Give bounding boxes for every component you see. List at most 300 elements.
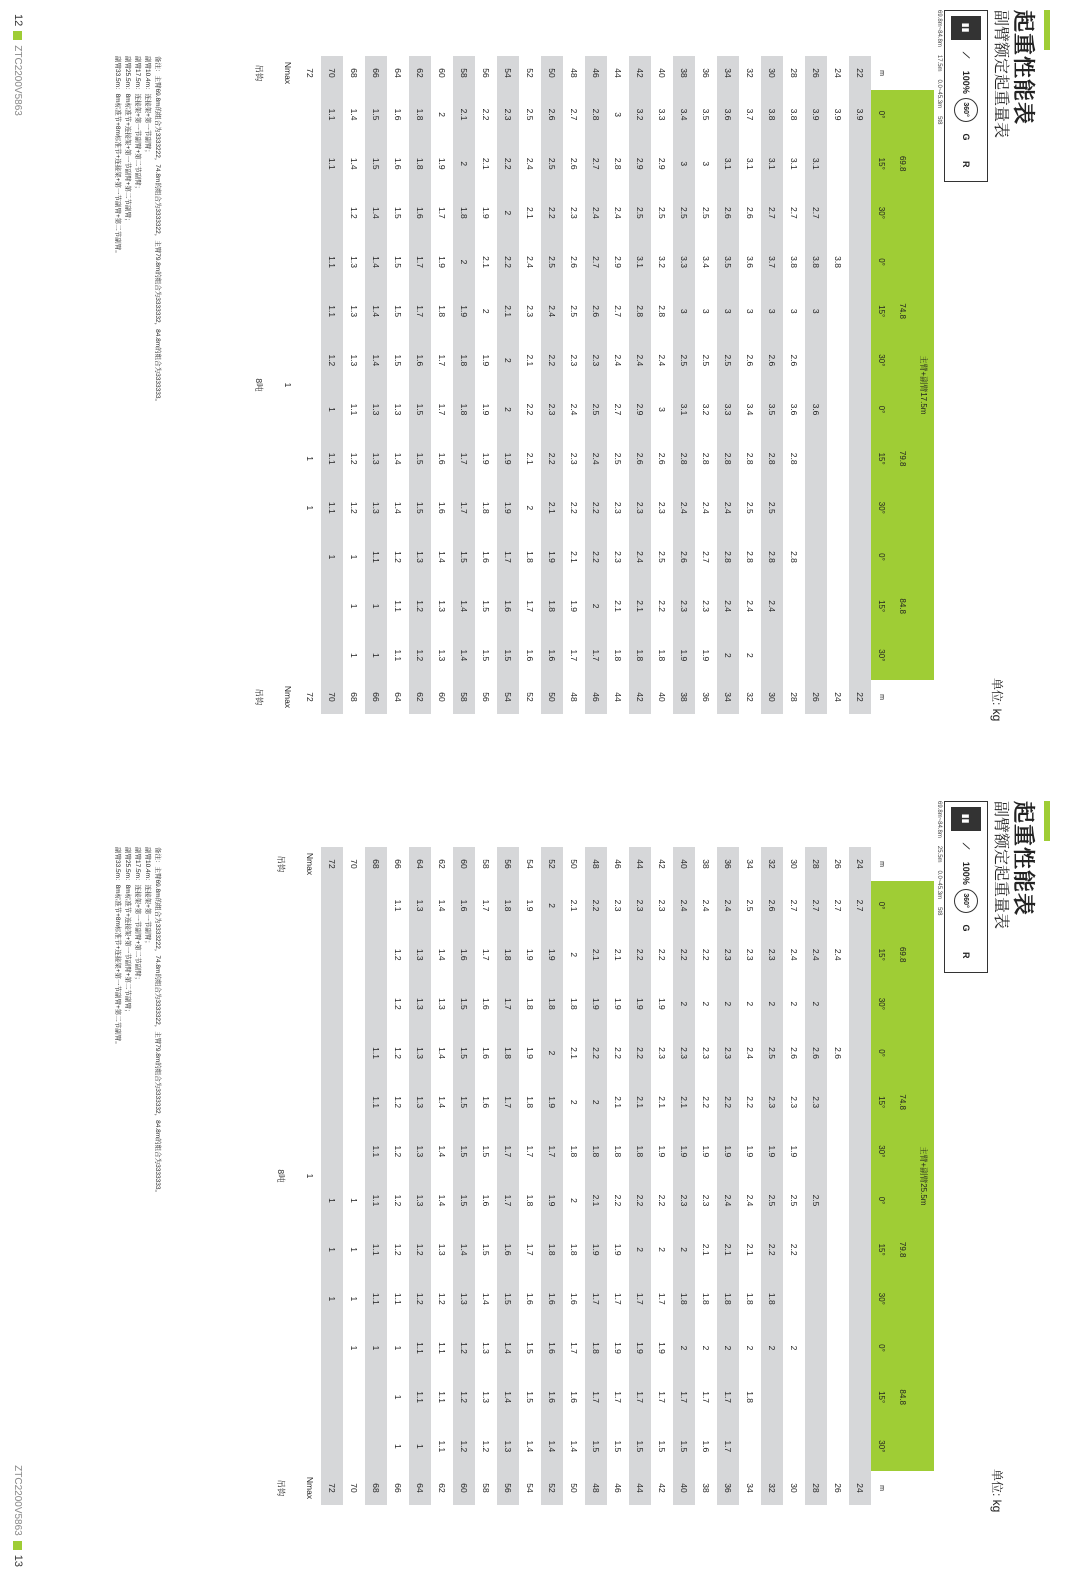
load-cell: 2.5 <box>657 206 667 219</box>
load-cell: 2.3 <box>789 1096 799 1109</box>
load-cell <box>299 237 321 286</box>
load-cell: 1.1 <box>321 287 343 336</box>
table-row <box>717 847 739 1505</box>
radius-cell: 50 <box>541 56 563 90</box>
load-cell: 1.5 <box>453 1176 475 1225</box>
load-cell <box>343 1028 365 1077</box>
load-cell: 3.4 <box>701 256 711 268</box>
load-cell <box>321 1127 343 1176</box>
load-cell: 1.9 <box>497 483 519 532</box>
load-cell: 3.1 <box>673 385 695 434</box>
spec-row <box>936 801 942 915</box>
load-cell: 2.4 <box>717 582 739 631</box>
table-row <box>783 56 805 714</box>
load-cell: 2.7 <box>613 403 623 416</box>
load-cell: 1.4 <box>437 1047 447 1059</box>
load-cell <box>827 336 849 385</box>
load-cell: 3.2 <box>657 256 667 268</box>
load-cell: 2.2 <box>497 139 519 188</box>
load-cell: 1.3 <box>453 1274 475 1323</box>
load-cell: 2.2 <box>541 188 563 237</box>
radius-cell: 54 <box>525 859 535 869</box>
radius-cell: 68 <box>365 1471 387 1505</box>
load-cell: 3.6 <box>717 90 739 139</box>
load-cell <box>321 930 343 979</box>
load-cell <box>849 1078 871 1127</box>
load-cell: 1.1 <box>365 1274 387 1323</box>
hook-row <box>263 847 299 1505</box>
hook-block-icon: G <box>961 133 971 141</box>
load-cell: 2.2 <box>585 1028 607 1077</box>
boom-length-header: 69.8 <box>892 90 913 237</box>
load-cell: 3.3 <box>673 237 695 286</box>
load-cell: 2 <box>789 1001 799 1007</box>
load-cell: 1.1 <box>365 1127 387 1176</box>
load-cell: 1.8 <box>629 1127 651 1176</box>
load-cell: 2.2 <box>569 501 579 514</box>
load-cell: 1.4 <box>393 501 403 514</box>
load-cell: 2.2 <box>585 483 607 532</box>
load-cell: 1.3 <box>409 881 431 930</box>
load-cell: 1.7 <box>525 1145 535 1158</box>
load-cell: 1.5 <box>673 1422 695 1471</box>
load-cell: 1.6 <box>481 1096 491 1109</box>
load-cell: 1.3 <box>365 434 387 483</box>
load-cell <box>805 1274 827 1323</box>
radius-cell: 66 <box>365 680 387 714</box>
angle-header: 0° <box>871 90 892 139</box>
load-cell: 1.5 <box>453 1078 475 1127</box>
load-cell: 2.2 <box>525 403 535 416</box>
load-cell: 1.7 <box>453 483 475 532</box>
radius-cell: 34 <box>717 680 739 714</box>
table-row <box>343 847 365 1505</box>
radius-cell: 52 <box>525 692 535 702</box>
radius-cell: 72 <box>321 847 343 881</box>
header-blank <box>892 847 913 881</box>
load-cell: 1 <box>305 505 315 511</box>
load-cell: 1.9 <box>701 1145 711 1158</box>
radius-cell: 54 <box>525 1483 535 1493</box>
load-chart-table <box>263 847 934 1505</box>
radius-cell: 50 <box>569 1483 579 1493</box>
load-cell: 2 <box>789 1345 799 1351</box>
load-cell: 3.6 <box>745 256 755 268</box>
load-cell: 2.1 <box>525 206 535 219</box>
radius-cell: 42 <box>657 859 667 869</box>
load-cell: 2.4 <box>833 948 843 961</box>
load-cell: 1.8 <box>437 305 447 318</box>
load-cell: 1.5 <box>365 90 387 139</box>
load-cell: 2 <box>569 1099 579 1105</box>
load-cell: 2.5 <box>717 336 739 385</box>
load-cell: 1.7 <box>629 1373 651 1422</box>
load-cell: 2.4 <box>629 532 651 581</box>
load-cell: 2.4 <box>525 157 535 170</box>
load-cell: 1.6 <box>393 157 403 170</box>
load-cell: 2.7 <box>849 881 871 930</box>
load-cell <box>849 979 871 1028</box>
load-cell <box>805 532 827 581</box>
load-cell: 2 <box>541 1028 563 1077</box>
boom-length-header: 74.8 <box>892 1028 913 1175</box>
header-blank <box>913 56 934 90</box>
load-cell: 1.7 <box>525 1243 535 1256</box>
rear-outrigger-icon: R <box>961 952 971 959</box>
load-cell: 1.6 <box>497 1225 519 1274</box>
load-cell: 1 <box>321 532 343 581</box>
load-cell <box>321 979 343 1028</box>
load-cell <box>321 582 343 631</box>
radius-cell: 38 <box>673 680 695 714</box>
load-cell: 2 <box>745 1001 755 1007</box>
radius-cell: 32 <box>761 847 783 881</box>
radius-cell: 34 <box>745 859 755 869</box>
load-cell: 1.3 <box>393 403 403 416</box>
load-cell <box>849 1028 871 1077</box>
load-cell: 2 <box>437 112 447 117</box>
load-cell: 1.8 <box>525 1096 535 1109</box>
table-row <box>717 56 739 714</box>
load-cell: 2.3 <box>717 930 739 979</box>
load-cell: 2.2 <box>717 1078 739 1127</box>
load-cell: 2.1 <box>541 483 563 532</box>
load-cell: 1.1 <box>349 403 359 416</box>
boom-length-header: 84.8 <box>892 1323 913 1471</box>
load-cell: 1.7 <box>497 979 519 1028</box>
load-cell: 2.1 <box>613 948 623 961</box>
load-cell: 1.8 <box>613 649 623 662</box>
angle-header: 15° <box>871 1225 892 1274</box>
spec-jib: 25.5m <box>936 845 942 863</box>
radius-cell: 42 <box>629 56 651 90</box>
load-cell: 1 <box>321 1176 343 1225</box>
load-cell: 2.6 <box>761 881 783 930</box>
rear-outrigger-icon: R <box>961 161 971 168</box>
radius-cell: 56 <box>497 847 519 881</box>
radius-cell: 26 <box>805 680 827 714</box>
load-cell: 1.4 <box>525 1440 535 1453</box>
load-cell: 1.2 <box>393 1243 403 1256</box>
load-cell: 1.1 <box>437 1440 447 1453</box>
radius-cell: 44 <box>629 847 651 881</box>
angle-header: 15° <box>871 582 892 631</box>
load-cell: 1.6 <box>437 452 447 465</box>
load-cell <box>805 1422 827 1471</box>
note-line: 副臂17.5m：连接架+第一节副臂+第二节副臂； <box>134 56 141 193</box>
load-cell <box>849 930 871 979</box>
load-cell: 1.5 <box>393 206 403 219</box>
load-cell: 1.8 <box>585 1323 607 1372</box>
load-cell: 2.1 <box>585 1176 607 1225</box>
radius-cell: 36 <box>717 1471 739 1505</box>
load-cell: 1.4 <box>349 157 359 170</box>
load-cell: 2.2 <box>497 237 519 286</box>
load-cell: 2.1 <box>453 90 475 139</box>
radius-cell: 30 <box>761 680 783 714</box>
load-cell: 1 <box>349 1296 359 1302</box>
load-cell: 2 <box>717 631 739 680</box>
radius-cell: 46 <box>585 680 607 714</box>
load-cell: 2.5 <box>569 305 579 318</box>
load-cell: 3.7 <box>745 108 755 121</box>
load-cell: 2.5 <box>745 501 755 514</box>
radius-cell: 62 <box>409 680 431 714</box>
radius-cell: 62 <box>437 1483 447 1493</box>
load-cell: 1.4 <box>365 237 387 286</box>
load-cell <box>321 1028 343 1077</box>
load-cell <box>343 1078 365 1127</box>
table-row <box>629 847 651 1505</box>
load-cell: 2.8 <box>613 157 623 170</box>
radius-cell: 58 <box>453 56 475 90</box>
angle-header: 0° <box>871 532 892 581</box>
table-row <box>805 56 827 714</box>
load-cell <box>849 1225 871 1274</box>
load-cell: 1.7 <box>481 948 491 961</box>
load-cell: 1.4 <box>541 1422 563 1471</box>
load-cell: 1.9 <box>541 930 563 979</box>
load-cell: 2.5 <box>805 1176 827 1225</box>
load-cell: 1.5 <box>585 1422 607 1471</box>
load-cell: 2.4 <box>745 600 755 613</box>
table-row <box>607 56 629 714</box>
radius-cell: 72 <box>321 1471 343 1505</box>
load-cell <box>849 483 871 532</box>
load-cell: 1.8 <box>453 385 475 434</box>
section-header: 主臂+副臂25.5m <box>913 881 934 1471</box>
radius-cell: 30 <box>789 1483 799 1493</box>
load-cell: 1.5 <box>525 1391 535 1404</box>
header-blank <box>913 1471 934 1505</box>
load-cell: 1.4 <box>481 1292 491 1305</box>
load-cell: 1.4 <box>453 582 475 631</box>
load-cell: 2.3 <box>629 881 651 930</box>
load-cell: 2.4 <box>657 354 667 367</box>
load-cell: 1.7 <box>585 1274 607 1323</box>
load-cell: 1.8 <box>453 188 475 237</box>
load-cell <box>299 90 321 139</box>
load-cell: 2.1 <box>629 582 651 631</box>
load-cell: 1.8 <box>745 1292 755 1305</box>
load-cell: 1.1 <box>437 1342 447 1354</box>
load-cell <box>343 881 365 930</box>
load-cell: 3.1 <box>717 139 739 188</box>
load-cell: 2.2 <box>657 948 667 961</box>
load-cell: 1.7 <box>569 1342 579 1354</box>
load-cell: 3.5 <box>717 237 739 286</box>
radius-cell: 24 <box>849 1471 871 1505</box>
table-row <box>541 56 563 714</box>
load-cell <box>827 188 849 237</box>
load-cell: 2 <box>585 582 607 631</box>
radius-cell: 66 <box>365 56 387 90</box>
note-line: 副臂25.5m：8m标准节+连接架+第一节副臂+第二节副臂； <box>124 847 131 1016</box>
load-cell <box>299 532 321 581</box>
load-cell: 1.8 <box>585 1127 607 1176</box>
table-row <box>827 56 849 714</box>
load-cell: 1.8 <box>541 979 563 1028</box>
radius-cell: 44 <box>629 1471 651 1505</box>
load-cell <box>343 1422 365 1471</box>
load-cell: 2.3 <box>805 1078 827 1127</box>
load-cell: 1.9 <box>585 979 607 1028</box>
load-cell: 1 <box>349 652 359 658</box>
load-cell <box>827 1422 849 1471</box>
load-cell: 2.4 <box>745 1047 755 1059</box>
load-cell <box>805 1127 827 1176</box>
load-cell: 2.5 <box>673 188 695 237</box>
radius-cell: 32 <box>745 692 755 702</box>
load-cell: 2.5 <box>541 139 563 188</box>
load-cell: 2.2 <box>585 881 607 930</box>
load-cell: 1.7 <box>497 1127 519 1176</box>
load-cell: 2.1 <box>673 1078 695 1127</box>
hook-value: 8吨 <box>263 881 299 1471</box>
radius-cell: 38 <box>701 1483 711 1493</box>
load-cell: 2.8 <box>657 305 667 318</box>
note-line: 备注：主臂69.8m的组合为3333222，74.8m的组合为3333322，主臂79.8m的组合为3333332，84.8m的组合为3333333。 <box>154 56 161 405</box>
angle-header: 30° <box>871 1422 892 1471</box>
hook-label: 吊钩 <box>241 56 277 90</box>
radius-cell: 40 <box>657 68 667 78</box>
load-cell: 1.1 <box>393 899 403 912</box>
load-cell: 1.7 <box>585 1373 607 1422</box>
load-cell: 1.2 <box>409 582 431 631</box>
radius-cell: 28 <box>789 692 799 702</box>
load-cell: 2 <box>497 188 519 237</box>
load-cell <box>805 434 827 483</box>
load-cell: 1.9 <box>481 452 491 465</box>
load-cell: 2.6 <box>673 532 695 581</box>
load-cell: 1.6 <box>497 582 519 631</box>
table-row <box>849 56 871 714</box>
load-cell <box>849 336 871 385</box>
load-cell: 2 <box>525 505 535 511</box>
load-cell: 1.8 <box>409 90 431 139</box>
load-cell: 1.7 <box>657 1292 667 1305</box>
load-cell: 1.7 <box>569 649 579 662</box>
load-cell: 1.9 <box>481 206 491 219</box>
table-row <box>475 847 497 1505</box>
angle-header: 15° <box>871 287 892 336</box>
radius-cell: 60 <box>453 1471 475 1505</box>
table-row <box>849 847 871 1505</box>
load-cell: 1.5 <box>481 1145 491 1158</box>
load-cell: 1.3 <box>409 1078 431 1127</box>
header-row-angle <box>871 847 892 1505</box>
load-cell: 1.4 <box>569 1440 579 1453</box>
load-cell: 2.4 <box>701 501 711 514</box>
radius-cell: 26 <box>833 1483 843 1493</box>
load-cell: 1.9 <box>657 1342 667 1354</box>
load-cell: 3 <box>745 308 755 314</box>
load-cell: 1.3 <box>437 600 447 613</box>
load-cell: 1.1 <box>321 483 343 532</box>
notes <box>112 847 162 1196</box>
load-cell: 2 <box>453 237 475 286</box>
note-line: 副臂10.4m：连接架+第一节副臂； <box>144 56 151 156</box>
load-cell: 1.7 <box>717 1422 739 1471</box>
load-cell: 2.7 <box>805 188 827 237</box>
radius-cell: 68 <box>349 68 359 78</box>
load-cell: 2.8 <box>673 434 695 483</box>
load-cell: 1.9 <box>585 1225 607 1274</box>
load-cell: 1 <box>349 554 359 560</box>
load-cell: 2.9 <box>629 385 651 434</box>
load-cell: 1 <box>365 1323 387 1372</box>
load-cell: 2.5 <box>701 206 711 219</box>
load-cell: 2.2 <box>789 1243 799 1256</box>
angle-header: 0° <box>871 1323 892 1372</box>
load-cell: 1.1 <box>393 1292 403 1305</box>
load-cell: 2.4 <box>613 206 623 219</box>
load-cell: 1.8 <box>541 1225 563 1274</box>
radius-cell: 24 <box>833 692 843 702</box>
load-cell: 2.8 <box>717 532 739 581</box>
load-cell: 1.2 <box>453 1373 475 1422</box>
load-cell: 1.3 <box>481 1391 491 1404</box>
radius-cell: 36 <box>717 847 739 881</box>
hook-label: 吊钩 <box>241 680 277 714</box>
load-cell: 1.2 <box>321 336 343 385</box>
load-cell <box>805 582 827 631</box>
radius-cell: 58 <box>453 680 475 714</box>
load-cell: 2.1 <box>525 354 535 367</box>
load-cell: 3 <box>701 161 711 167</box>
load-cell: 1.2 <box>349 452 359 465</box>
load-cell: 3.5 <box>701 108 711 121</box>
table-row <box>431 56 453 714</box>
load-cell: 1.7 <box>437 403 447 416</box>
load-cell: 1.8 <box>569 1243 579 1256</box>
load-cell: 1.7 <box>481 899 491 912</box>
table-row <box>321 847 343 1505</box>
load-cell: 2.5 <box>701 354 711 367</box>
angle-header: 30° <box>871 1274 892 1323</box>
load-cell <box>321 1323 343 1372</box>
radius-cell: 48 <box>585 1471 607 1505</box>
load-cell: 1.6 <box>541 1373 563 1422</box>
radius-cell: 46 <box>585 56 607 90</box>
load-cell: 1.5 <box>613 1440 623 1453</box>
radius-cell: 56 <box>497 1471 519 1505</box>
load-cell: 1.3 <box>349 354 359 367</box>
load-cell: 2.1 <box>745 1243 755 1256</box>
load-cell: 1 <box>349 1345 359 1351</box>
load-cell: 1.2 <box>453 1422 475 1471</box>
load-cell: 1.4 <box>437 1145 447 1158</box>
table-row <box>453 847 475 1505</box>
load-cell: 3 <box>717 287 739 336</box>
load-cell: 1.7 <box>437 354 447 367</box>
table-row <box>739 847 761 1505</box>
load-cell <box>849 1127 871 1176</box>
table-row <box>519 56 541 714</box>
load-cell: 1.5 <box>409 434 431 483</box>
radius-cell: 22 <box>849 56 871 90</box>
load-cell: 2.7 <box>789 206 799 219</box>
note-line: 副臂17.5m：连接架+第一节副臂+第二节副臂； <box>134 847 141 984</box>
load-cell: 2.1 <box>613 600 623 613</box>
load-cell: 1.7 <box>497 1176 519 1225</box>
load-cell: 2.7 <box>585 237 607 286</box>
load-cell <box>849 287 871 336</box>
hook-block-icon: G <box>961 924 971 932</box>
load-cell <box>849 1323 871 1372</box>
load-cell <box>849 1422 871 1471</box>
load-cell: 1.3 <box>349 256 359 268</box>
